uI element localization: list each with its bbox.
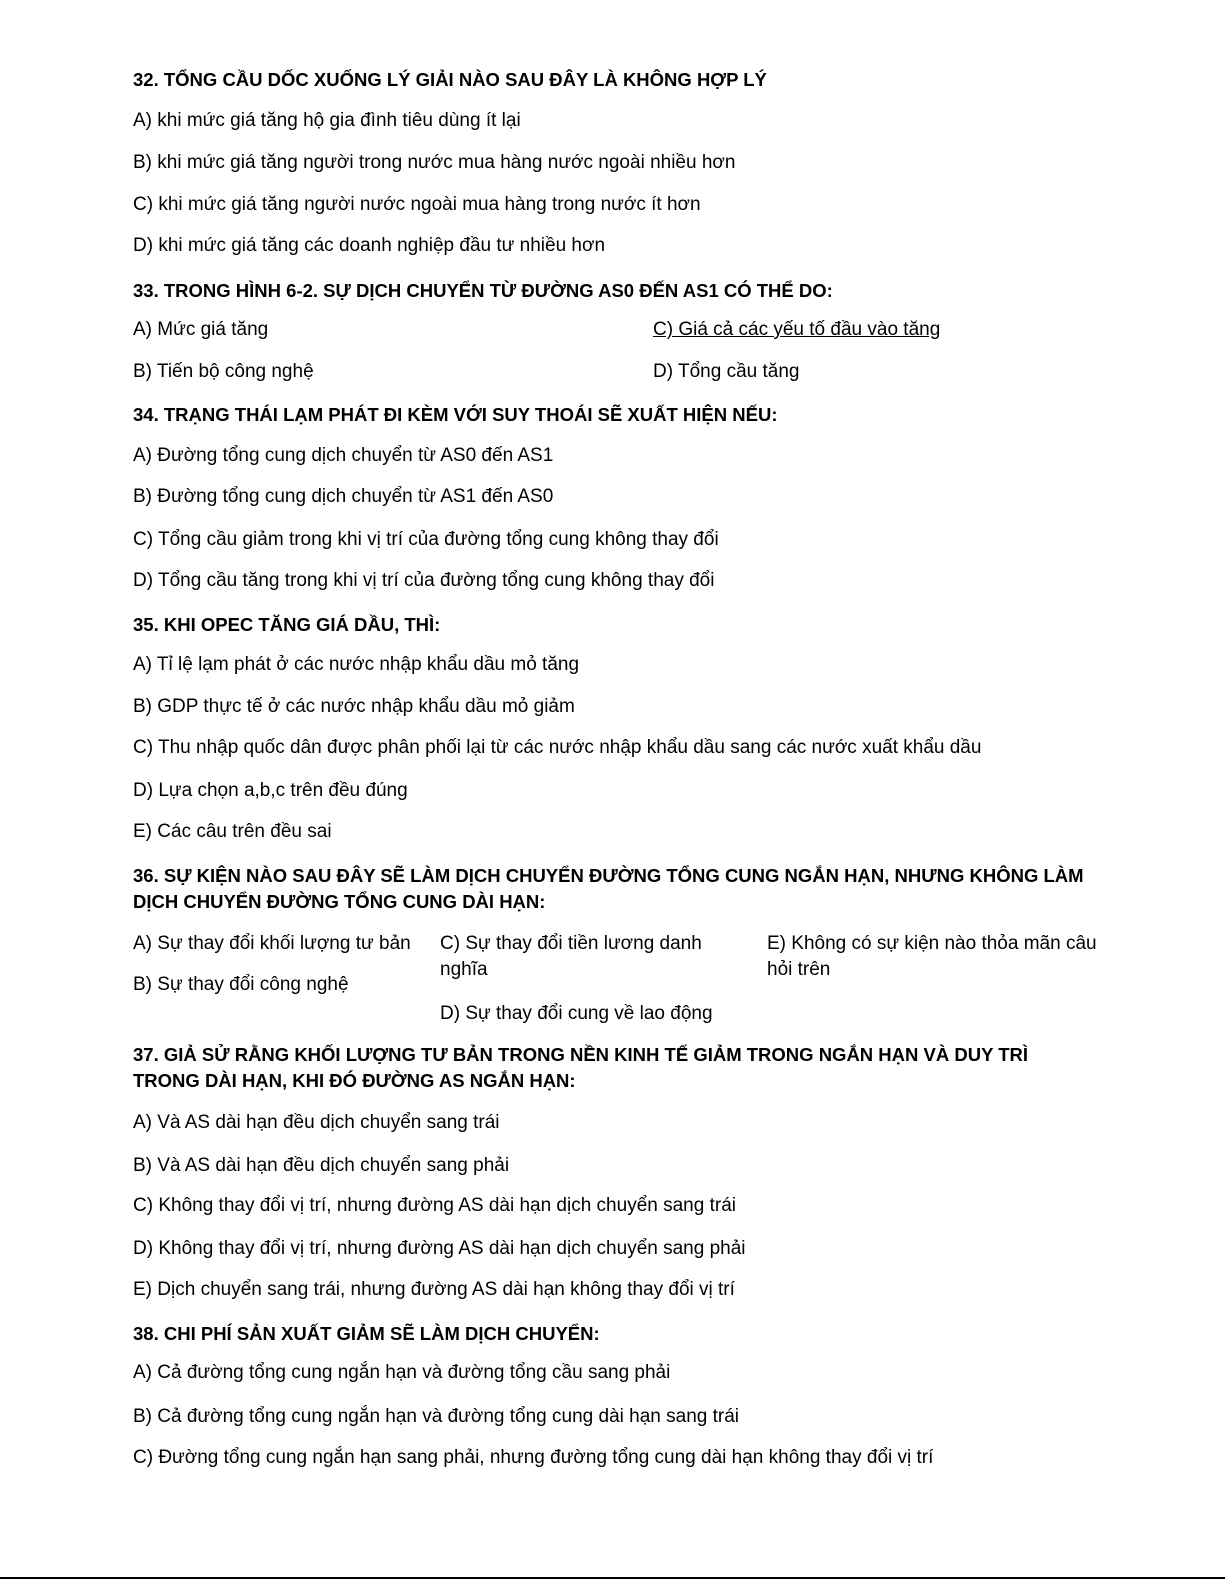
question-37-option-e: E) Dịch chuyển sang trái, nhưng đường AS dài hạn không thay đổi vị trí <box>133 1279 735 1300</box>
question-33-option-a: A) Mức giá tăng <box>133 319 269 340</box>
question-35-option-d: D) Lựa chọn a,b,c trên đều đúng <box>133 780 408 801</box>
question-32-option-d: D) khi mức giá tăng các doanh nghiệp đầu tư nhiều hơn <box>133 235 606 256</box>
question-36-option-d: D) Sự thay đổi cung về lao động <box>440 1003 713 1024</box>
question-38-option-b: B) Cả đường tổng cung ngắn hạn và đường tổng cung dài hạn sang trái <box>133 1406 739 1427</box>
question-35-title: 35. KHI OPEC TĂNG GIÁ DẦU, THÌ: <box>133 614 441 635</box>
question-32-option-a: A) khi mức giá tăng hộ gia đình tiêu dùng ít lại <box>133 110 521 131</box>
question-35-option-c: C) Thu nhập quốc dân được phân phối lại từ các nước nhập khẩu dầu sang các nước xuất khẩu dầu <box>133 737 982 758</box>
question-35-option-a: A) Tỉ lệ lạm phát ở các nước nhập khẩu dầu mỏ tăng <box>133 654 580 675</box>
question-33-option-b: B) Tiến bộ công nghệ <box>133 361 314 382</box>
question-37-option-a: A) Và AS dài hạn đều dịch chuyển sang trái <box>133 1112 500 1133</box>
question-38-title: 38. CHI PHÍ SẢN XUẤT GIẢM SẼ LÀM DỊCH CHUYỂN: <box>133 1323 600 1344</box>
question-37-option-c: C) Không thay đổi vị trí, nhưng đường AS dài hạn dịch chuyển sang trái <box>133 1195 736 1216</box>
question-34-option-c: C) Tổng cầu giảm trong khi vị trí của đường tổng cung không thay đổi <box>133 529 719 550</box>
question-32-option-c: C) khi mức giá tăng người nước ngoài mua hàng trong nước ít hơn <box>133 194 701 215</box>
question-36-option-e: E) Không có sự kiện nào thỏa mãn câu hỏi trên <box>767 933 1097 980</box>
question-38-option-a: A) Cả đường tổng cung ngắn hạn và đường tổng cầu sang phải <box>133 1362 671 1383</box>
question-34-option-d: D) Tổng cầu tăng trong khi vị trí của đường tổng cung không thay đổi <box>133 570 715 591</box>
page-bottom-rule <box>0 1577 1225 1579</box>
question-33-title: 33. TRONG HÌNH 6-2. SỰ DỊCH CHUYỂN TỪ ĐƯỜNG AS0 ĐẾN AS1 CÓ THỂ DO: <box>133 280 833 301</box>
question-36-option-b: B) Sự thay đổi công nghệ <box>133 974 349 995</box>
question-37-title: 37. GIẢ SỬ RẰNG KHỐI LƯỢNG TƯ BẢN TRONG NỀN KINH TẾ GIẢM TRONG NGẮN HẠN VÀ DUY TRÌ TRONG DÀI HẠN, KHI ĐÓ ĐƯỜNG AS NGẮN HẠN: <box>133 1044 1029 1091</box>
question-35-option-b: B) GDP thực tế ở các nước nhập khẩu dầu mỏ giảm <box>133 696 575 717</box>
question-37-option-b: B) Và AS dài hạn đều dịch chuyển sang phải <box>133 1155 510 1176</box>
question-38-option-c: C) Đường tổng cung ngắn hạn sang phải, nhưng đường tổng cung dài hạn không thay đổi vị trí <box>133 1447 934 1468</box>
question-36-option-a: A) Sự thay đổi khối lượng tư bản <box>133 933 411 954</box>
question-36-title: 36. SỰ KIỆN NÀO SAU ĐÂY SẼ LÀM DỊCH CHUYỂN ĐƯỜNG TỔNG CUNG NGẮN HẠN, NHƯNG KHÔNG LÀM DỊCH CHUYỂN ĐƯỜNG TỔNG CUNG DÀI HẠN: <box>133 865 1084 912</box>
question-37-option-d: D) Không thay đổi vị trí, nhưng đường AS dài hạn dịch chuyển sang phải <box>133 1238 746 1259</box>
question-34-title: 34. TRẠNG THÁI LẠM PHÁT ĐI KÈM VỚI SUY THOÁI SẼ XUẤT HIỆN NẾU: <box>133 404 778 425</box>
question-33-option-c: C) Giá cả các yếu tố đầu vào tăng <box>653 319 941 340</box>
question-33-option-d: D) Tổng cầu tăng <box>653 361 800 382</box>
question-34-option-b: B) Đường tổng cung dịch chuyển từ AS1 đến AS0 <box>133 486 554 507</box>
question-34-option-a: A) Đường tổng cung dịch chuyển từ AS0 đến AS1 <box>133 445 554 466</box>
question-32-title: 32. TỔNG CẦU DỐC XUỐNG LÝ GIẢI NÀO SAU ĐÂY LÀ KHÔNG HỢP LÝ <box>133 69 767 90</box>
question-36-option-c: C) Sự thay đổi tiền lương danh nghĩa <box>440 933 702 980</box>
question-35-option-e: E) Các câu trên đều sai <box>133 821 332 842</box>
question-32-option-b: B) khi mức giá tăng người trong nước mua hàng nước ngoài nhiều hơn <box>133 152 736 173</box>
